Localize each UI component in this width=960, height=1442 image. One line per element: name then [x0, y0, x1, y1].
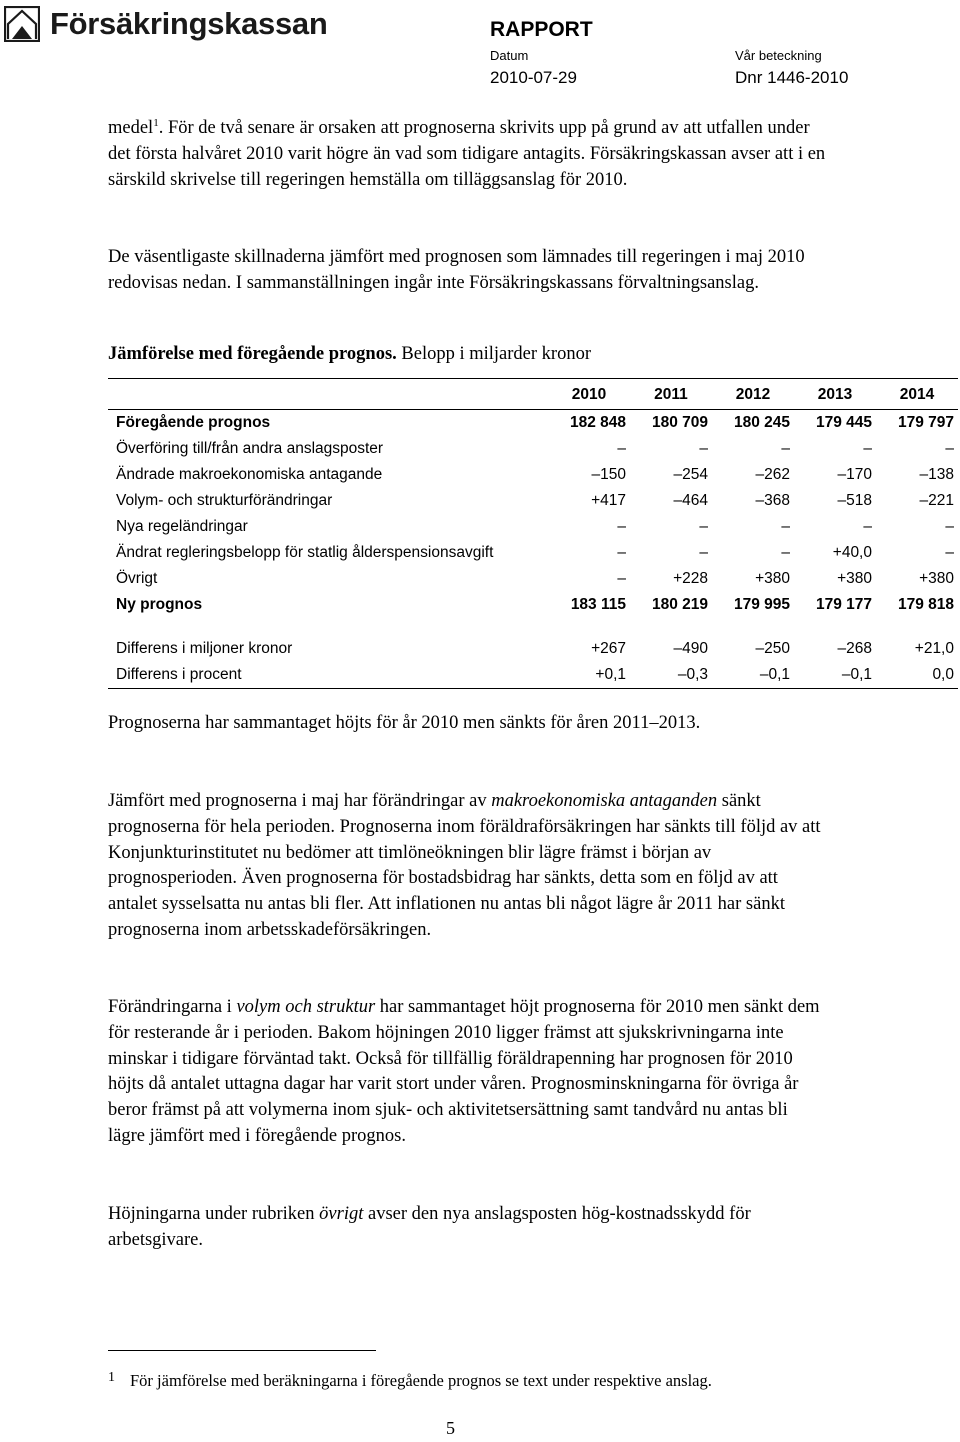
cell: –268 [837, 640, 872, 657]
cell: +40,0 [832, 544, 872, 561]
table-caption-rest: Belopp i miljarder kronor [396, 344, 591, 364]
cell: – [781, 544, 790, 561]
table-row [108, 566, 958, 592]
paragraph-6 [108, 1202, 828, 1254]
cell: –368 [755, 492, 790, 509]
date-value: 2010-07-29 [490, 68, 577, 87]
year-header: 2013 [794, 379, 876, 410]
footnote-number: 1 [108, 1370, 115, 1385]
paragraph-1 [108, 116, 828, 193]
row-label: Differens i miljoner kronor [116, 640, 293, 657]
cell: 179 445 [794, 410, 876, 437]
table-row [108, 540, 958, 566]
cell: –221 [919, 492, 954, 509]
table-caption-bold: Jämförelse med föregående prognos. [108, 344, 397, 364]
table-header-row [108, 379, 958, 410]
table-row [108, 514, 958, 540]
paragraph-1-start: medel [108, 118, 154, 138]
cell: – [699, 544, 708, 561]
paragraph-6-a: Höjningarna under rubriken [108, 1204, 320, 1224]
cell: –490 [673, 640, 708, 657]
row-label: Volym- och strukturförändringar [116, 492, 333, 509]
year-header: 2014 [876, 379, 958, 410]
footnote-text: För jämförelse med beräkningarna i föregående prognos se text under respektive anslag. [130, 1371, 712, 1390]
cell: – [617, 518, 626, 535]
cell: – [945, 518, 954, 535]
cell: 180 709 [630, 410, 712, 437]
cell: 0,0 [876, 662, 958, 689]
cell: 179 995 [733, 596, 790, 613]
row-label: Föregående prognos [108, 410, 548, 437]
cell: – [863, 440, 872, 457]
cell: – [617, 544, 626, 561]
cell: –250 [755, 640, 790, 657]
report-title: RAPPORT [490, 18, 593, 41]
cell: – [863, 518, 872, 535]
table-row [108, 592, 958, 618]
cell: –464 [673, 492, 708, 509]
reference-label: Vår beteckning [735, 48, 822, 63]
paragraph-6-b: avser den nya anslagsposten hög-kostnadsskydd för arbetsgivare. [108, 1204, 751, 1250]
cell: – [945, 440, 954, 457]
table-row [108, 410, 958, 437]
cell: – [781, 518, 790, 535]
cell: 182 848 [548, 410, 630, 437]
cell: 180 219 [651, 596, 708, 613]
cell: +380 [919, 570, 954, 587]
table-row [108, 436, 958, 462]
spacer-cell [108, 618, 958, 636]
paragraph-1-rest: . För de två senare är orsaken att prognoserna skrivits upp på grund av att utfallen under det första halvåret 2010 varit högre än vad som tidigare antagits. Försäkringskassan avser att i en särskild skrivelse till regeringen hemställa om tilläggsanslag för 2010. [108, 118, 826, 190]
footnote-ref: 1 [153, 116, 159, 129]
table-row [108, 636, 958, 662]
paragraph-5-italic: volym och struktur [236, 997, 376, 1017]
paragraph-2: De väsentligaste skillnaderna jämfört med prognosen som lämnades till regeringen i maj 2010 redovisas nedan. I sammanställningen ingår inte Försäkringskassans förvaltningsanslag. [108, 247, 805, 293]
cell: 179 797 [876, 410, 958, 437]
paragraph-4-a: Jämfört med prognoserna i maj har förändringar av [108, 791, 492, 811]
cell: – [945, 544, 954, 561]
paragraph-4 [108, 789, 828, 944]
cell: +21,0 [914, 640, 954, 657]
year-header: 2012 [712, 379, 794, 410]
logo [4, 6, 328, 42]
cell: 180 245 [712, 410, 794, 437]
row-label: Nya regeländringar [116, 518, 248, 535]
year-header: 2010 [548, 379, 630, 410]
house-logo-icon [4, 6, 40, 42]
cell: –518 [837, 492, 872, 509]
cell: –170 [837, 466, 872, 483]
paragraph-4-italic: makroekonomiska antaganden [491, 791, 718, 811]
header-spacer [108, 379, 548, 410]
cell: +267 [591, 640, 626, 657]
cell: 179 177 [815, 596, 872, 613]
cell: –150 [591, 466, 626, 483]
paragraph-5-a: Förändringarna i [108, 997, 237, 1017]
row-label: Övrigt [116, 570, 158, 587]
row-label: Överföring till/från andra anslagsposter [116, 440, 384, 457]
cell: – [781, 440, 790, 457]
cell: – [617, 440, 626, 457]
paragraph-5 [108, 995, 828, 1150]
paragraph-3: Prognoserna har sammantaget höjts för år 2010 men sänkts för åren 2011–2013. [108, 713, 701, 733]
reference-value: Dnr 1446-2010 [735, 68, 849, 87]
table-row [108, 462, 958, 488]
page-number: 5 [446, 1418, 455, 1438]
table-row [108, 662, 958, 689]
cell: 179 818 [897, 596, 954, 613]
cell: –0,1 [712, 662, 794, 689]
cell: +417 [591, 492, 626, 509]
cell: +380 [837, 570, 872, 587]
cell: +380 [755, 570, 790, 587]
paragraph-6-italic: övrigt [319, 1204, 364, 1224]
table-caption [108, 342, 828, 368]
year-header: 2011 [630, 379, 712, 410]
cell: 183 115 [570, 596, 626, 613]
comparison-table [108, 378, 958, 689]
row-label: Ny prognos [116, 596, 203, 613]
date-label: Datum [490, 48, 529, 63]
cell: –0,3 [630, 662, 712, 689]
cell: – [617, 570, 626, 587]
table-spacer-row [108, 618, 958, 636]
cell: –0,1 [794, 662, 876, 689]
cell: +228 [673, 570, 708, 587]
row-label: Ändrat regleringsbelopp för statlig ålderspensionsavgift [116, 544, 494, 561]
cell: –262 [755, 466, 790, 483]
cell: –254 [673, 466, 708, 483]
cell: – [699, 440, 708, 457]
footnote-divider [108, 1350, 376, 1351]
paragraph-5-b: har sammantaget höjt prognoserna för 2010 men sänkt dem för resterande år i perioden. Bakom höjningen 2010 ligger främst att sjukskrivningarna inte minskar i tidigare förväntad takt. Också för tillfällig föräldrapenning har prognosen för 2010 höjts då antalet uttagna dagar har varit stort under våren. Prognosminskningarna för övriga år beror främst på att volymerna inom sjuk- och aktivitetsersättning samt tandvård nu antas bli lägre jämfört med i föregående prognos. [108, 997, 820, 1146]
cell: – [699, 518, 708, 535]
table-row [108, 488, 958, 514]
cell: –138 [919, 466, 954, 483]
row-label: Differens i procent [108, 662, 548, 689]
logo-text: Försäkringskassan [50, 6, 328, 41]
paragraph-4-b: sänkt prognoserna för hela perioden. Prognoserna inom föräldraförsäkringen har sänkts till följd av att Konjunkturinstitutet nu bedömer att timlöneökningen blir lägre främst i början av prognosperioden. Även prognoserna för bostadsbidrag har sänkts, detta som en följd av att antalet sysselsatta nu antas bli fler. Att inflationen nu antas bli något lägre år 2011 har sänkt prognoserna inom arbetsskadeförsäkringen. [108, 791, 821, 940]
cell: +0,1 [548, 662, 630, 689]
row-label: Ändrade makroekonomiska antagande [116, 466, 383, 483]
